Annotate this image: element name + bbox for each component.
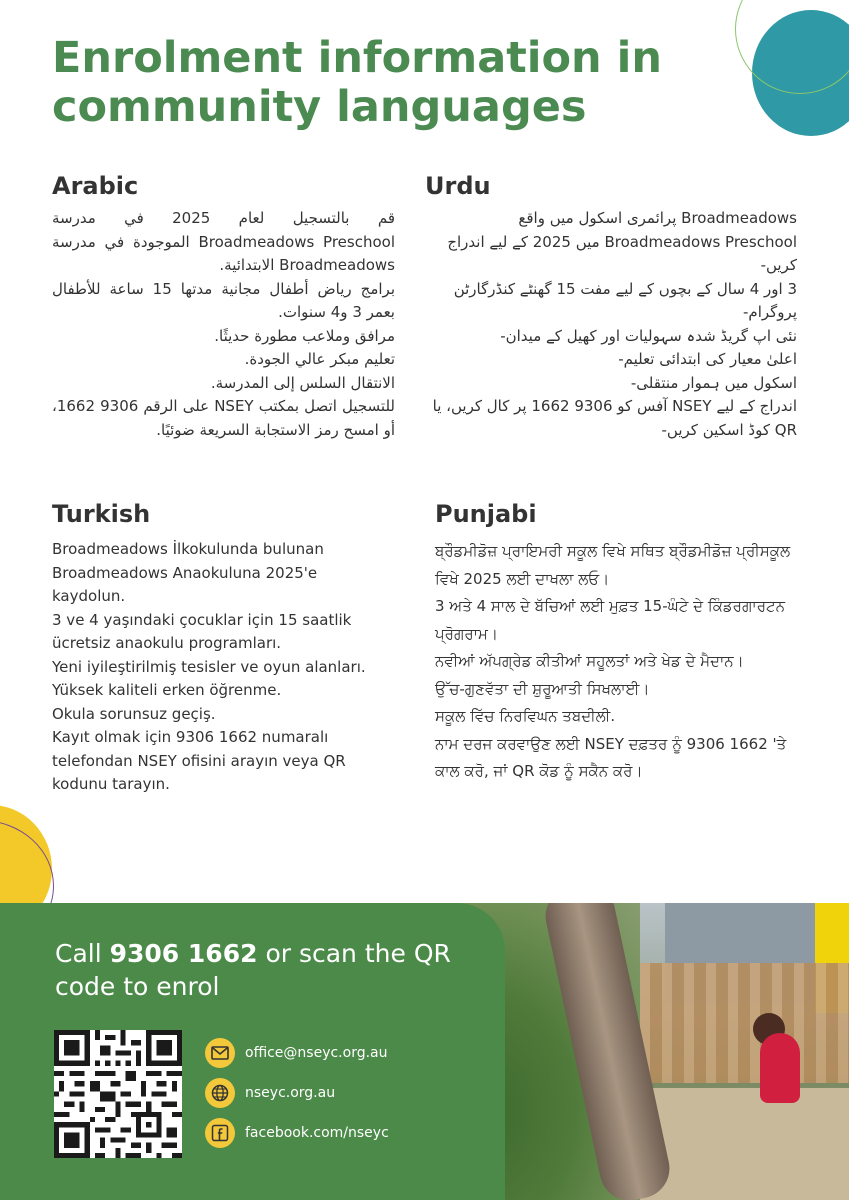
turkish-line: Kayıt olmak için 9306 1662 numaralı telefondan NSEY ofisini arayın veya QR kodunu tarayın.: [52, 728, 346, 793]
punjabi-line: ਨਾਮ ਦਰਜ ਕਰਵਾਉਣ ਲਈ NSEY ਦਫ਼ਤਰ ਨੂੰ 9306 1662 'ਤੇ ਕਾਲ ਕਰੋ, ਜਾਂ QR ਕੋਡ ਨੂੰ ਸਕੈਨ ਕਰੋ।: [435, 734, 787, 780]
call-to-action: [55, 937, 495, 1003]
facebook-link[interactable]: facebook.com/nseyc: [245, 1125, 389, 1141]
punjabi-line: ਸਕੂਲ ਵਿੱਚ ਨਿਰਵਿਘਨ ਤਬਦੀਲੀ.: [435, 707, 616, 725]
punjabi-line: 3 ਅਤੇ 4 ਸਾਲ ਦੇ ਬੱਚਿਆਂ ਲਈ ਮੁਫ਼ਤ 15-ਘੰਟੇ ਦੇ ਕਿੰਡਰਗਾਰਟਨ ਪ੍ਰੋਗਰਾਮ।: [435, 597, 785, 643]
facebook-row[interactable]: [205, 1118, 389, 1148]
facebook-icon: [205, 1118, 235, 1148]
website-link[interactable]: nseyc.org.au: [245, 1085, 336, 1101]
urdu-heading: Urdu: [425, 172, 491, 200]
turkish-body: [52, 538, 382, 797]
punjabi-body: [435, 538, 805, 786]
urdu-body: [432, 207, 797, 442]
turkish-line: 3 ve 4 yaşındaki çocuklar için 15 saatlik ücretsiz anaokulu programları.: [52, 610, 352, 652]
email-link[interactable]: office@nseyc.org.au: [245, 1045, 388, 1061]
punjabi-line: ਨਵੀਆਂ ਅੱਪਗ੍ਰੇਡ ਕੀਤੀਆਂ ਸਹੂਲਤਾਂ ਅਤੇ ਖੇਡ ਦੇ ਮੈਦਾਨ।: [435, 652, 744, 670]
website-row[interactable]: [205, 1078, 335, 1108]
qr-code-icon[interactable]: [54, 1030, 182, 1158]
arabic-line: برامج رياض أطفال مجانية مدتها 15 ساعة للأطفال بعمر 3 و4 سنوات.: [52, 279, 395, 321]
punjabi-line: ਬ੍ਰੌਡਮੀਡੋਜ਼ ਪ੍ਰਾਇਮਰੀ ਸਕੂਲ ਵਿਖੇ ਸਥਿਤ ਬ੍ਰੌਡਮੀਡੋਜ਼ ਪ੍ਰੀਸਕੂਲ ਵਿਖੇ 2025 ਲਈ ਦਾਖਲਾ ਲਓ।: [435, 542, 791, 588]
mail-icon: [205, 1038, 235, 1068]
photo-fence: [640, 963, 849, 1083]
phone-number[interactable]: 9306 1662: [109, 939, 258, 968]
turkish-line: Okula sorunsuz geçiş.: [52, 704, 216, 723]
arabic-line: تعليم مبكر عالي الجودة.: [244, 350, 395, 368]
call-suffix: or scan the QR code to enrol: [55, 939, 451, 1001]
punjabi-line: ਉੱਚ-ਗੁਣਵੱਤਾ ਦੀ ਸ਼ੁਰੂਆਤੀ ਸਿਖਲਾਈ।: [435, 679, 650, 698]
turkish-heading: Turkish: [52, 500, 151, 528]
punjabi-heading: Punjabi: [435, 500, 537, 528]
turkish-line: Broadmeadows İlkokulunda bulunan Broadmeadows Anaokuluna 2025'e kaydolun.: [52, 540, 324, 605]
urdu-line: Broadmeadows پرائمری اسکول میں واقع Broadmeadows Preschool میں 2025 کے لیے اندراج کریں-: [447, 209, 797, 274]
turkish-line: Yüksek kaliteli erken öğrenme.: [52, 681, 282, 699]
arabic-line: مرافق وملاعب مطورة حديثًا.: [214, 326, 395, 345]
urdu-line: اندراج کے لیے NSEY آفس کو 9306 1662 پر کال کریں، یا QR کوڈ اسکین کریں-: [432, 397, 797, 439]
globe-icon: [205, 1078, 235, 1108]
page-title: Enrolment information in community languages: [52, 33, 662, 132]
arabic-line: قم بالتسجيل لعام 2025 في مدرسة Broadmeadows Preschool الموجودة في مدرسة Broadmeadows الابتدائية.: [52, 209, 395, 274]
turkish-line: Yeni iyileştirilmiş tesisler ve oyun alanları.: [52, 657, 366, 676]
email-row[interactable]: [205, 1038, 388, 1068]
urdu-line: اعلیٰ معیار کی ابتدائی تعلیم-: [618, 350, 797, 368]
arabic-body: [52, 207, 395, 442]
urdu-line: 3 اور 4 سال کے بچوں کے لیے مفت 15 گھنٹے کنڈرگارٹن پروگرام-: [453, 279, 797, 321]
urdu-line: نئی اپ گریڈ شدہ سہولیات اور کھیل کے میدان-: [500, 326, 797, 345]
arabic-heading: Arabic: [52, 172, 139, 200]
photo-child: [760, 1033, 800, 1103]
urdu-line: اسکول میں ہموار منتقلی-: [630, 373, 797, 392]
call-prefix: Call: [55, 939, 110, 968]
arabic-line: الانتقال السلس إلى المدرسة.: [210, 373, 395, 392]
arabic-line: للتسجيل اتصل بمكتب NSEY على الرقم 9306 1662، أو امسح رمز الاستجابة السريعة ضوئيًا.: [52, 397, 395, 439]
